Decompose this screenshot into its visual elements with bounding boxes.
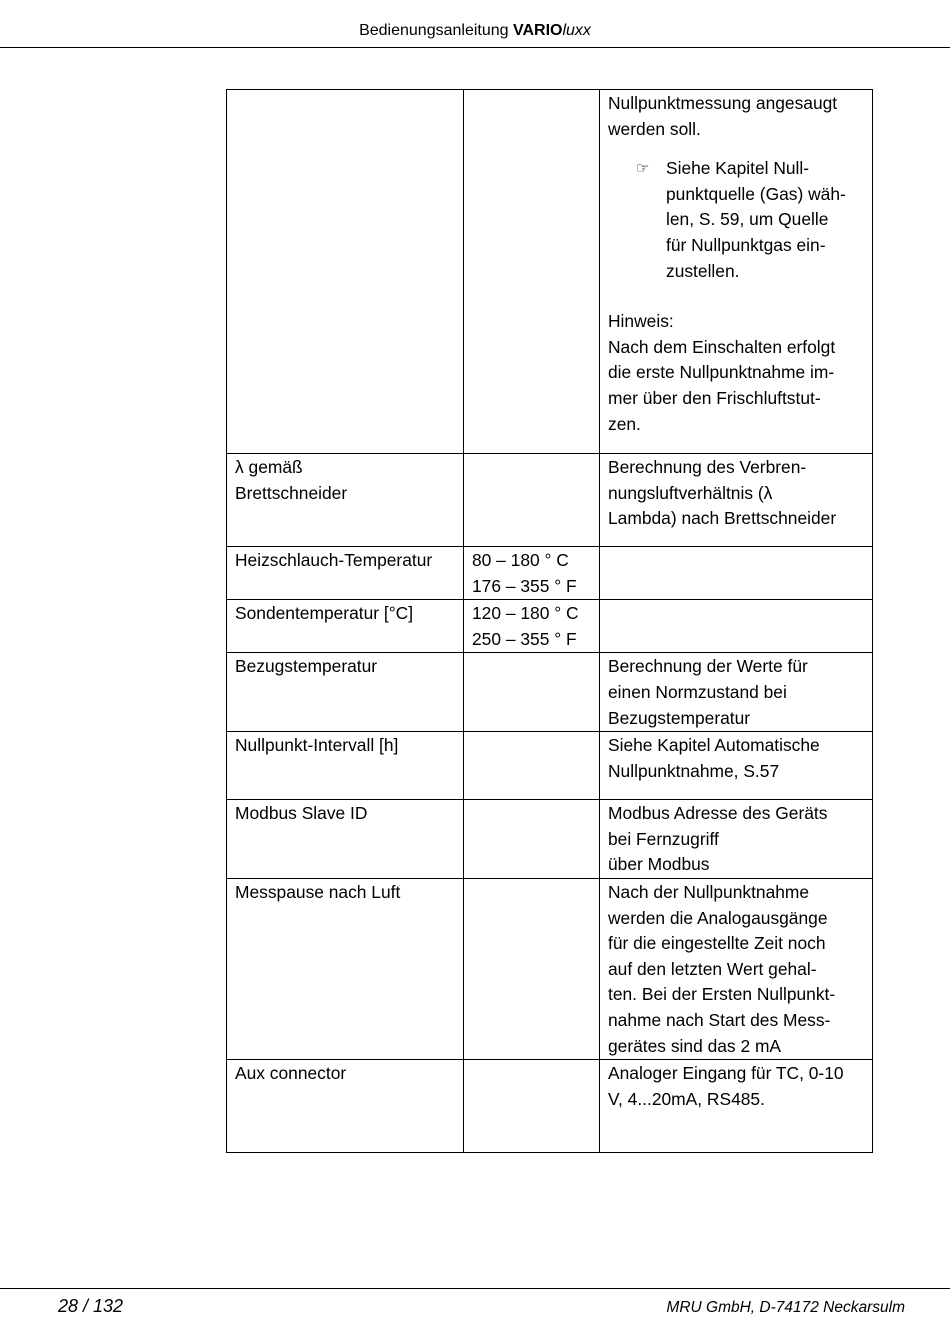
- description-line: Siehe Kapitel Automatische: [608, 735, 820, 756]
- param-line: λ gemäß: [235, 457, 303, 477]
- param-line: Brettschneider: [235, 482, 348, 503]
- table-row: [227, 1060, 873, 1153]
- page-number: 28 / 132: [58, 1296, 124, 1316]
- note-line: zen.: [608, 413, 641, 434]
- bullet-line: zustellen.: [666, 260, 740, 281]
- description-line: Berechnung der Werte für: [608, 656, 808, 677]
- header-prefix: Bedienungsanleitung: [359, 22, 513, 39]
- param-cell: Heizschlauch-Temperatur: [227, 547, 464, 600]
- range-line: 176 – 355 ° F: [472, 575, 577, 596]
- reference-bullet: [608, 156, 864, 284]
- description-line: Nullpunktnahme, S.57: [608, 760, 780, 781]
- param-cell: Nullpunkt-Intervall [h]: [227, 732, 464, 800]
- note-line: mer über den Frischluftstut-: [608, 387, 821, 408]
- range-cell: [464, 454, 600, 547]
- description-line: nungsluftverhältnis (λ: [608, 482, 773, 503]
- param-cell: Aux connector: [227, 1060, 464, 1153]
- param-cell: Bezugstemperatur: [227, 653, 464, 732]
- table-row: [227, 732, 873, 800]
- description-cell: [600, 90, 873, 454]
- description-cell: [600, 600, 873, 653]
- header-divider: [0, 47, 950, 48]
- range-cell: [464, 653, 600, 732]
- param-cell: [227, 90, 464, 454]
- bullet-line: len, S. 59, um Quelle: [666, 209, 829, 230]
- range-line: 250 – 355 ° F: [472, 628, 577, 649]
- range-line: 120 – 180 ° C: [472, 603, 579, 624]
- description-line: bei Fernzugriff: [608, 828, 719, 849]
- description-cell: [600, 1060, 873, 1153]
- description-cell: [600, 653, 873, 732]
- description-line: werden die Analogausgänge: [608, 907, 828, 928]
- range-cell: [464, 600, 600, 653]
- description-line: Nullpunktmessung angesaugt: [608, 93, 838, 113]
- pointing-hand-icon: ☞: [636, 160, 650, 178]
- note-line: Hinweis:: [608, 311, 674, 332]
- company-info: MRU GmbH, D-74172 Neckarsulm: [666, 1299, 905, 1316]
- settings-table: [226, 89, 873, 1153]
- description-line: Bezugstemperatur: [608, 707, 751, 728]
- range-cell: [464, 90, 600, 454]
- header-brand-bold: VARIO: [512, 22, 563, 39]
- description-line: Lambda) nach Brettschneider: [608, 508, 837, 529]
- description-cell: [600, 454, 873, 547]
- table-row: [227, 454, 873, 547]
- note-line: Nach dem Einschalten erfolgt: [608, 336, 836, 357]
- table-row: [227, 547, 873, 600]
- note-line: die erste Nullpunktnahme im-: [608, 362, 835, 383]
- param-cell: Sondentemperatur [°C]: [227, 600, 464, 653]
- footer-divider: [0, 1288, 950, 1289]
- description-line: ten. Bei der Ersten Nullpunkt-: [608, 984, 836, 1005]
- description-line: über Modbus: [608, 854, 710, 875]
- description-cell: [600, 800, 873, 879]
- description-line: gerätes sind das 2 mA: [608, 1035, 782, 1056]
- range-cell: [464, 878, 600, 1059]
- param-cell: Modbus Slave ID: [227, 800, 464, 879]
- description-line: Analoger Eingang für TC, 0-10: [608, 1063, 844, 1084]
- table-row: [227, 90, 873, 454]
- range-cell: [464, 800, 600, 879]
- description-line: für die eingestellte Zeit noch: [608, 933, 826, 954]
- bullet-line: punktquelle (Gas) wäh-: [666, 183, 846, 204]
- description-cell: [600, 732, 873, 800]
- table-row: [227, 653, 873, 732]
- description-line: Modbus Adresse des Geräts: [608, 803, 828, 824]
- table-row: [227, 600, 873, 653]
- description-line: einen Normzustand bei: [608, 681, 787, 702]
- range-cell: [464, 547, 600, 600]
- description-cell: [600, 878, 873, 1059]
- header-brand-italic: luxx: [562, 22, 591, 39]
- table-row: [227, 878, 873, 1059]
- param-cell: [227, 454, 464, 547]
- description-cell: [600, 547, 873, 600]
- param-cell: Messpause nach Luft: [227, 878, 464, 1059]
- table-row: [227, 800, 873, 879]
- description-line: werden soll.: [608, 118, 701, 139]
- range-cell: [464, 1060, 600, 1153]
- range-line: 80 – 180 ° C: [472, 550, 569, 570]
- description-line: nahme nach Start des Mess-: [608, 1009, 831, 1030]
- description-line: Nach der Nullpunktnahme: [608, 881, 810, 902]
- page-header: [0, 22, 950, 40]
- range-cell: [464, 732, 600, 800]
- description-line: Berechnung des Verbren-: [608, 457, 807, 477]
- description-line: auf den letzten Wert gehal-: [608, 958, 817, 979]
- bullet-line: Siehe Kapitel Null-: [666, 158, 810, 179]
- bullet-line: für Nullpunktgas ein-: [666, 234, 826, 255]
- description-line: V, 4...20mA, RS485.: [608, 1088, 765, 1109]
